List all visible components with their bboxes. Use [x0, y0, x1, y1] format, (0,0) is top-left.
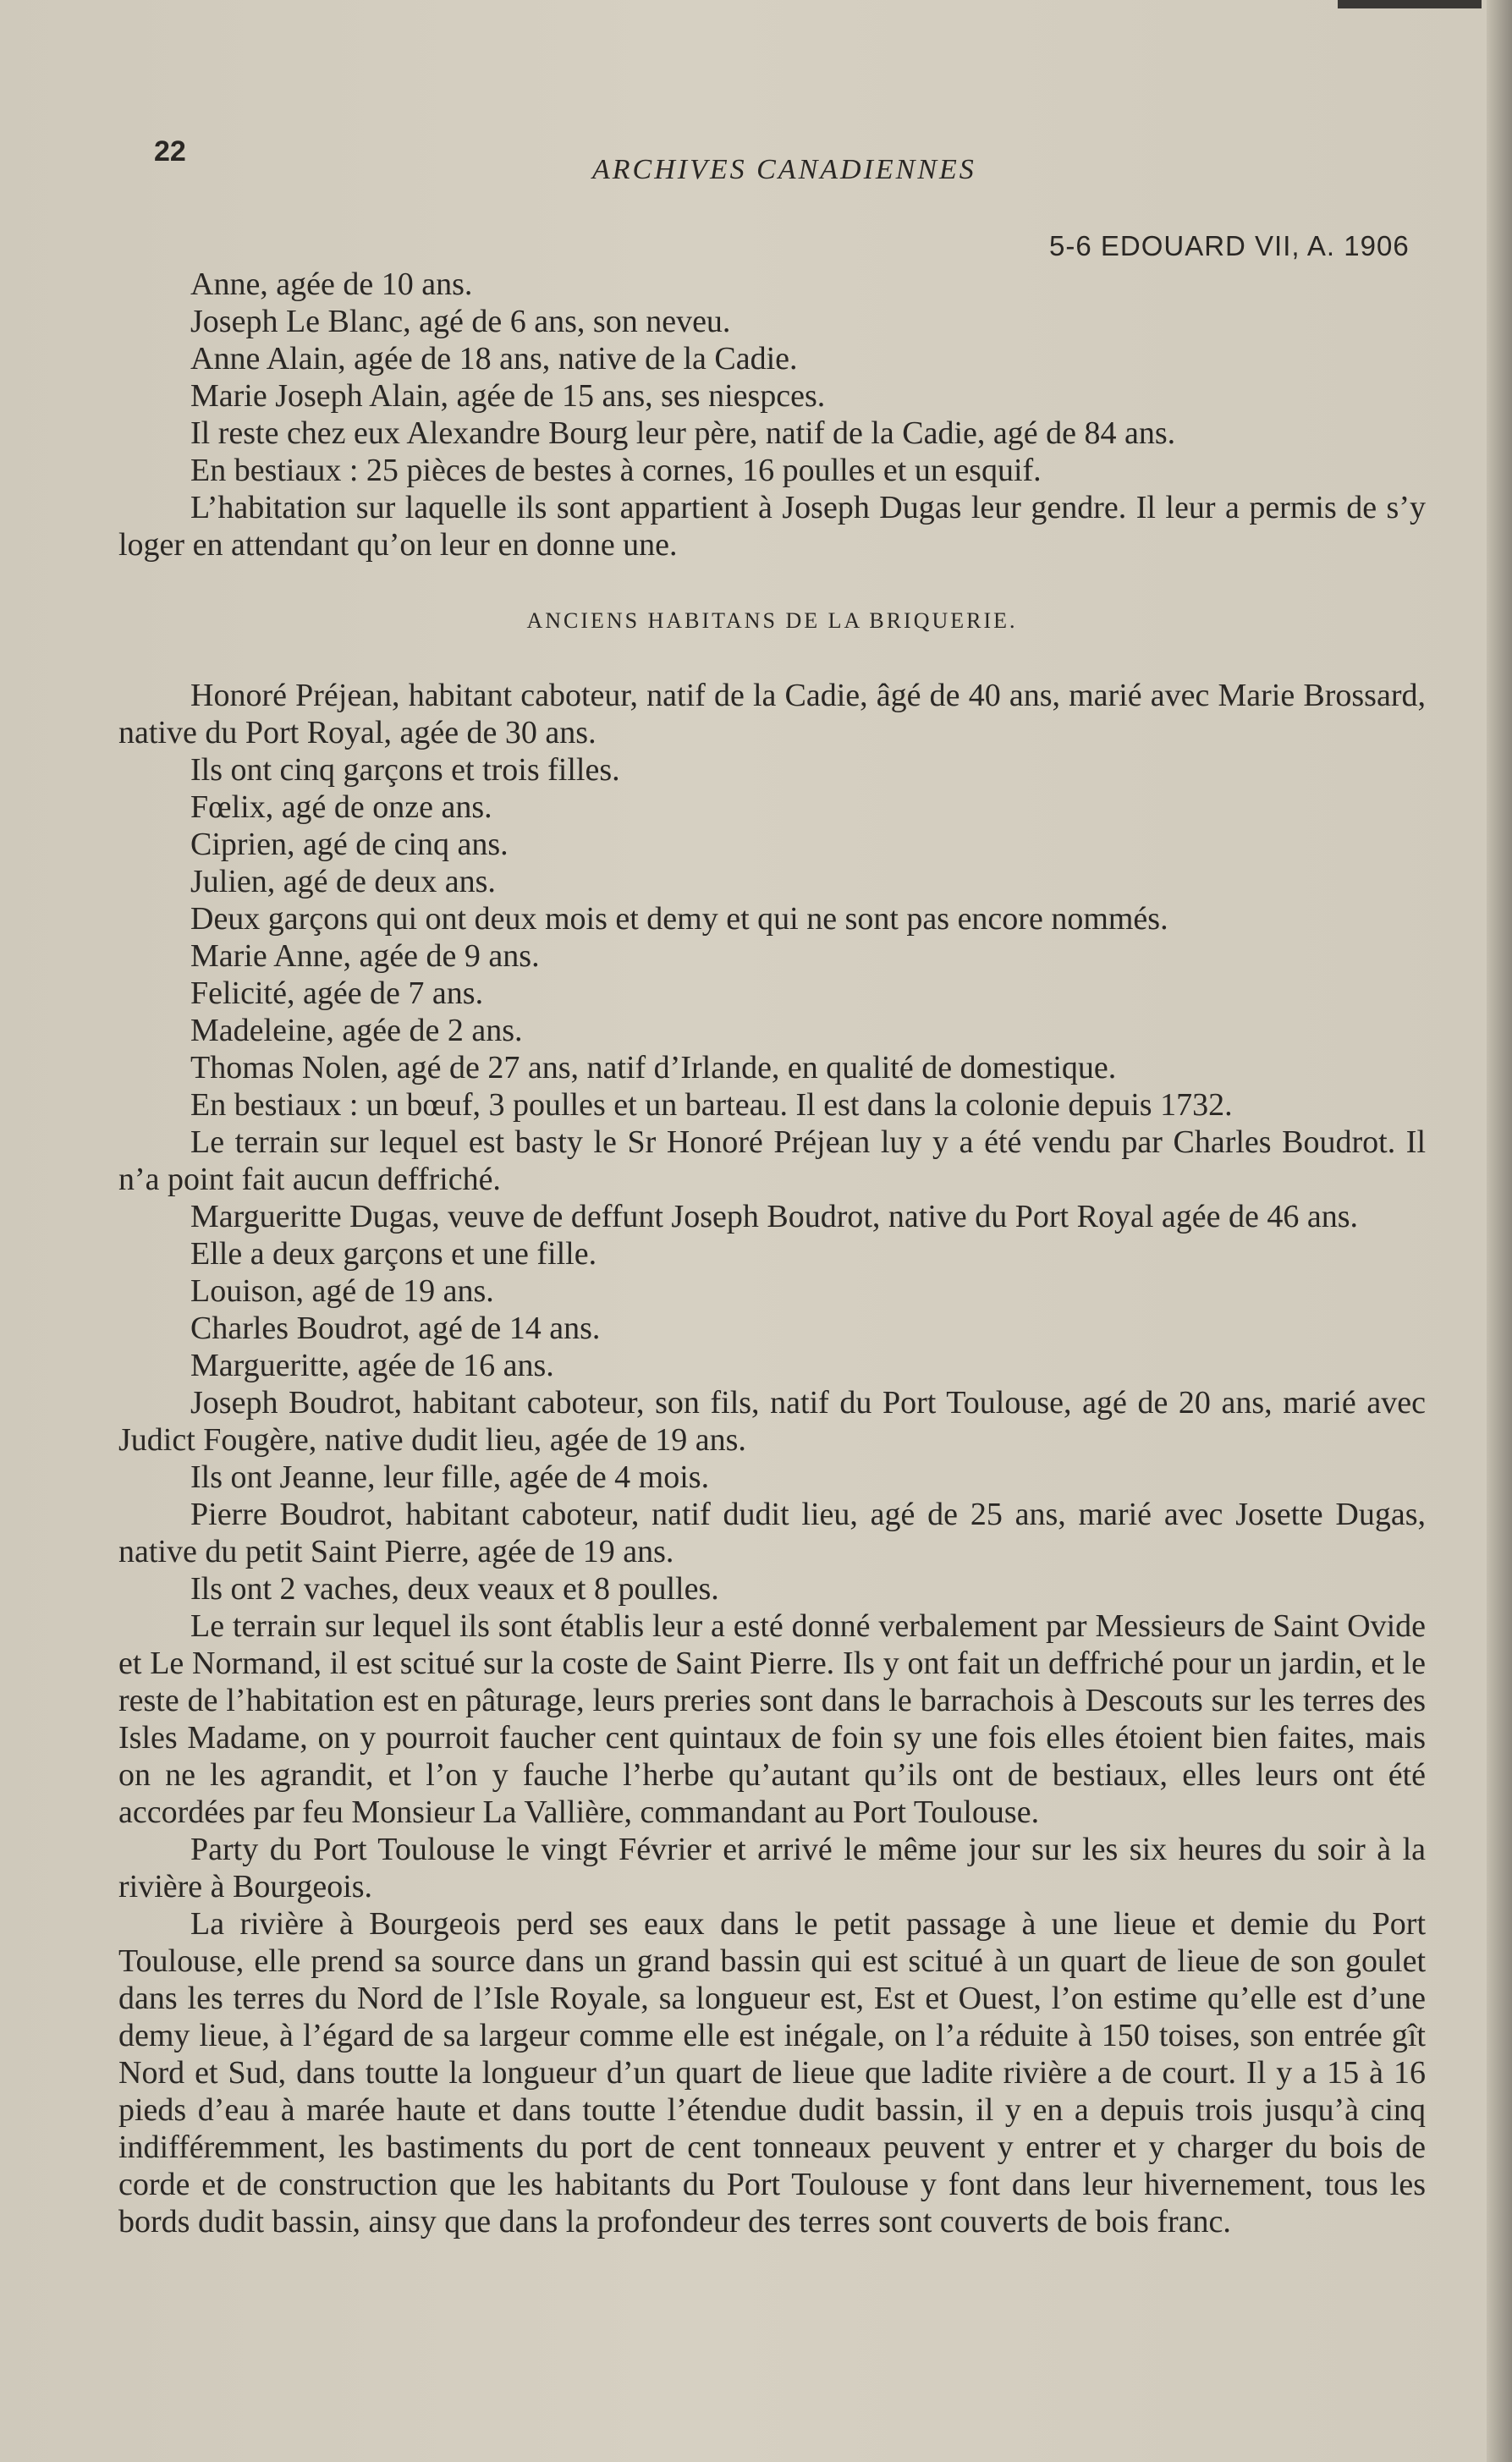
paragraph: Margueritte, agée de 16 ans. [190, 1348, 554, 1383]
paragraph: Marie Joseph Alain, agée de 15 ans, ses niespces. [190, 378, 826, 414]
paragraph: Louison, agé de 19 ans. [190, 1273, 494, 1309]
paragraph: Party du Port Toulouse le vingt Février et arrivé le même jour sur les six heures du soir à la rivière à Bourgeois. [118, 1832, 1426, 1904]
paragraph: Anne Alain, agée de 18 ans, native de la Cadie. [190, 341, 798, 376]
paragraph: En bestiaux : 25 pièces de bestes à cornes, 16 poulles et un esquif. [190, 453, 1042, 488]
paragraph: Deux garçons qui ont deux mois et demy et qui ne sont pas encore nommés. [190, 901, 1168, 937]
paragraph: Ils ont cinq garçons et trois filles. [190, 752, 620, 788]
paragraph: Anne, agée de 10 ans. [190, 267, 473, 302]
paragraph: Marie Anne, agée de 9 ans. [190, 938, 540, 974]
paragraph: Pierre Boudrot, habitant caboteur, natif dudit lieu, agé de 25 ans, marié avec Josette Dugas, native du petit Saint Pierre, agée de 19 ans. [118, 1497, 1426, 1569]
paragraph: En bestiaux : un bœuf, 3 poulles et un barteau. Il est dans la colonie depuis 1732. [190, 1087, 1233, 1123]
paragraph: Joseph Boudrot, habitant caboteur, son fils, natif du Port Toulouse, agé de 20 ans, marié avec Judict Fougère, native dudit lieu, agée de 19 ans. [118, 1385, 1426, 1458]
section-heading: ANCIENS HABITANS DE LA BRIQUERIE. [526, 608, 1018, 633]
paragraph: Joseph Le Blanc, agé de 6 ans, son neveu. [190, 304, 731, 339]
corner-tape-mark [1338, 0, 1482, 8]
document-body [118, 254, 1426, 2240]
paragraph: Le terrain sur lequel est basty le Sr Honoré Préjean luy y a été vendu par Charles Boudrot. Il n’a point fait aucun deffriché. [118, 1124, 1426, 1197]
paragraph: Elle a deux garçons et une fille. [190, 1236, 597, 1272]
paragraph: Felicité, agée de 7 ans. [190, 975, 484, 1011]
page-number: 22 [154, 135, 186, 168]
paragraph: Le terrain sur lequel ils sont établis leur a esté donné verbalement par Messieurs de Saint Ovide et Le Normand, il est scitué sur la coste de Saint Pierre. Ils y ont fait un deffriché pour un jardin, et le reste de l’habitation est en pâturage, leurs preries sont dans le barrachois à Descouts sur les terres des Isles Madame, on y pourroit faucher cent quintaux de foin sy une fois elles étoient bien faites, mais on ne les agrandit, et l’on y fauche l’herbe qu’autant qu’ils ont de bestiaux, elles leurs ont été accordées par feu Monsieur La Vallière, commandant au Port Toulouse. [118, 1608, 1426, 1830]
paragraph: La rivière à Bourgeois perd ses eaux dans le petit passage à une lieue et demie du Port Toulouse, elle prend sa source dans un grand bassin qui est scitué à un quart de lieue de son goulet dans les terres du Nord de l’Isle Royale, sa longueur est, Est et Ouest, l’on estime qu’elle est d’une demy lieue, à l’égard de sa largeur comme elle est inégale, on l’a réduite à 150 toises, son entrée gît Nord et Sud, dans toutte la longueur d’un quart de lieue que ladite rivière a de court. Il y a 15 à 16 pieds d’eau à marée haute et dans toutte l’étendue dudit bassin, il y en a depuis trois jusqu’à cinq indifféremment, les bastiments du port de cent tonneaux peuvent y entrer et y charger du bois de corde et de construction que les habitants du Port Toulouse y font dans leur hivernement, tous les bords dudit bassin, ainsy que dans la profondeur des terres sont couverts de bois franc. [118, 1906, 1426, 2239]
paragraph: L’habitation sur laquelle ils sont appartient à Joseph Dugas leur gendre. Il leur a permis de s’y loger en attendant qu’on leur en donne une. [118, 490, 1426, 563]
running-title: ARCHIVES CANADIENNES [592, 154, 976, 185]
paragraph: Thomas Nolen, agé de 27 ans, natif d’Irlande, en qualité de domestique. [190, 1050, 1117, 1085]
paragraph: Ciprien, agé de cinq ans. [190, 827, 509, 862]
page-edge-shadow [1487, 0, 1512, 2462]
paragraph: Madeleine, agée de 2 ans. [190, 1013, 523, 1048]
paragraph: Ils ont 2 vaches, deux veaux et 8 poulles. [190, 1571, 719, 1607]
paragraph: Honoré Préjean, habitant caboteur, natif de la Cadie, âgé de 40 ans, marié avec Marie Brossard, native du Port Royal, agée de 30 ans. [118, 678, 1426, 750]
paragraph: Ils ont Jeanne, leur fille, agée de 4 mois. [190, 1459, 710, 1495]
session-label: 5-6 EDOUARD VII, A. 1906 [1049, 230, 1410, 261]
paragraph: Il reste chez eux Alexandre Bourg leur père, natif de la Cadie, agé de 84 ans. [190, 415, 1176, 451]
paragraph: Charles Boudrot, agé de 14 ans. [190, 1311, 601, 1346]
paragraph: Fœlix, agé de onze ans. [190, 789, 492, 825]
paragraph: Margueritte Dugas, veuve de deffunt Joseph Boudrot, native du Port Royal agée de 46 ans. [190, 1199, 1359, 1234]
paragraph: Julien, agé de deux ans. [190, 864, 496, 899]
